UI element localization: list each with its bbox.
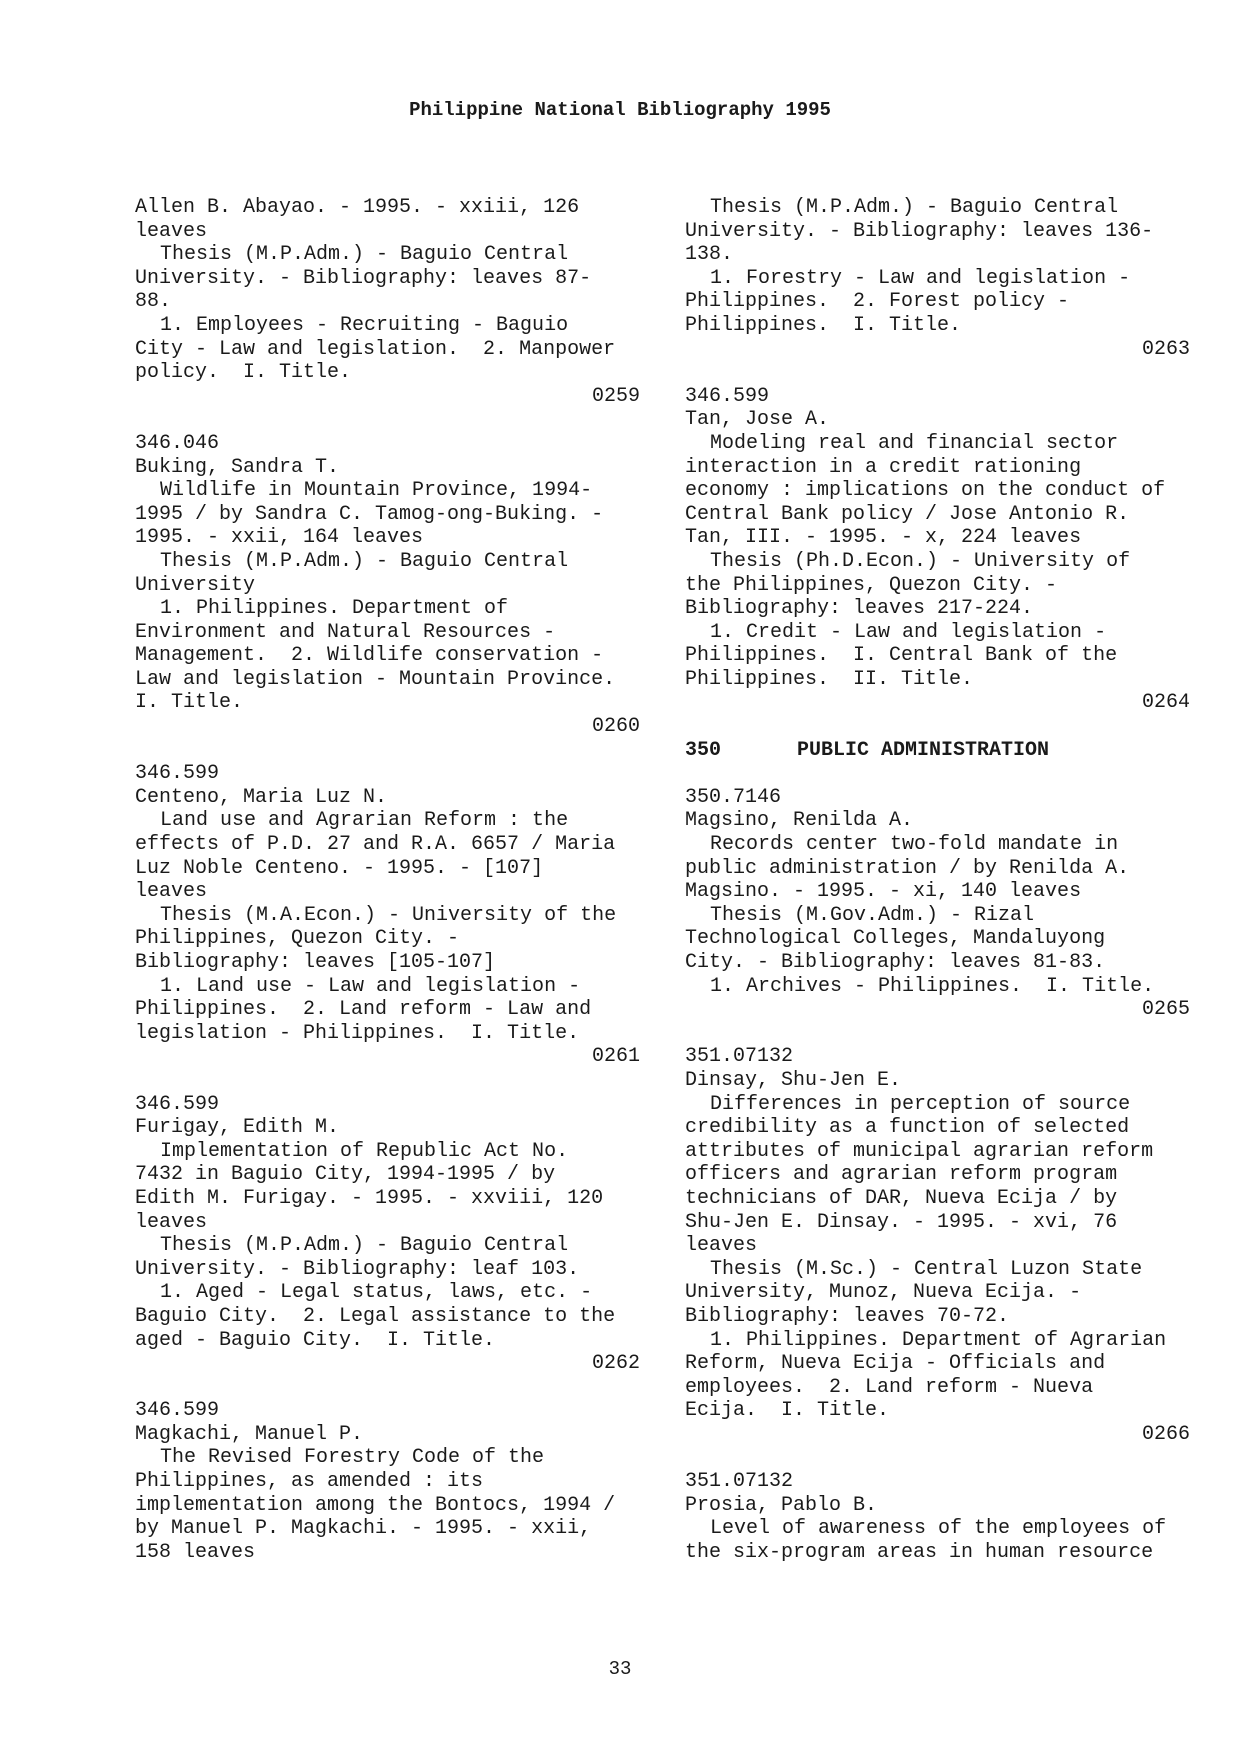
entry-line: Bibliography: leaves [105-107] [135,951,496,974]
page-number: 33 [608,1658,632,1680]
entry-line: attributes of municipal agrarian reform [685,1139,1154,1163]
entry-line: University, Munoz, Nueva Ecija. - [685,1281,1082,1305]
entry-line: Magkachi, Manuel P. [135,1422,364,1446]
entry-line: Magsino, Renilda A. [685,809,914,833]
entry-line: 1. Aged - Legal status, laws, etc. - [160,1281,593,1305]
entry-line: Thesis (M.A.Econ.) - University of the [160,903,617,927]
entry-line: credibility as a function of selected [685,1116,1130,1140]
entry-line: public administration / by Renilda A. [685,856,1130,880]
bibliography-entry [685,385,1190,715]
entry-line: Environment and Natural Resources - [135,620,556,644]
entry-line: 158 leaves [135,1540,256,1564]
spacer [685,715,1190,739]
entry-line: 88. [135,290,172,314]
entry-line: Philippines. 2. Forest policy - [685,290,1070,314]
bibliography-entry [685,196,1190,361]
entry-line: Edith M. Furigay. - 1995. - xxviii, 120 [135,1186,604,1210]
entry-line: Magsino. - 1995. - xi, 140 leaves [685,880,1082,904]
entry-line: the six-program areas in human resource [685,1540,1154,1564]
entry-line: Philippines. II. Title. [685,667,974,691]
bibliography-entry [685,1045,1190,1446]
entry-line: Philippines, as amended : its [135,1470,484,1494]
entry-line: Baguio City. 2. Legal assistance to the [135,1304,616,1328]
entry-line: Level of awareness of the employees of [710,1517,1167,1541]
entry-line: Thesis (M.P.Adm.) - Baguio Central [710,196,1119,219]
entry-line: Philippines. 2. Land reform - Law and [135,998,592,1022]
entry-line: officers and agrarian reform program [685,1163,1118,1187]
entry-line: Furigay, Edith M. [135,1116,340,1140]
entry-line: Technological Colleges, Mandaluyong [685,927,1106,951]
entry-line: 346.599 [135,1399,220,1423]
entry-line: Dinsay, Shu-Jen E. [685,1068,902,1092]
entry-line: legislation - Philippines. I. Title. [135,1021,580,1045]
entry-number: 0259 [591,384,640,408]
spacer [135,1069,640,1093]
entry-line: Philippines. I. Title. [685,313,962,337]
entry-line: Prosia, Pablo B. [685,1493,878,1517]
entry-number: 0262 [591,1352,640,1376]
entry-line: 346.599 [685,384,770,408]
section-title: PUBLIC ADMINISTRATION [797,738,1050,762]
entry-line: Ecija. I. Title. [685,1399,890,1423]
entry-line: 351.07132 [685,1470,794,1494]
entry-line: Management. 2. Wildlife conservation - [135,644,604,668]
entry-line: aged - Baguio City. I. Title. [135,1328,496,1352]
entry-line: Land use and Agrarian Reform : the [160,809,569,833]
entry-line: Luz Noble Centeno. - 1995. - [107] [135,856,544,880]
entry-line: 1. Archives - Philippines. I. Title. [710,974,1155,998]
entry-number: 0260 [591,715,640,739]
entry-line: Wildlife in Mountain Province, 1994- [160,479,593,503]
spacer [685,762,1190,786]
entry-line: policy. I. Title. [135,361,352,385]
entry-line: leaves [135,219,208,243]
section-number: 350 [685,738,722,762]
entry-line: economy : implications on the conduct of [685,479,1166,503]
entry-line: Philippines. I. Central Bank of the [685,644,1118,668]
entry-line: 1995 / by Sandra C. Tamog-ong-Buking. - [135,502,604,526]
entry-line: University [135,573,256,597]
entry-line: leaves [685,1234,758,1258]
entry-line: Central Bank policy / Jose Antonio R. [685,502,1130,526]
entry-line: 138. [685,243,734,267]
entry-line: University. - Bibliography: leaves 87- [135,266,592,290]
entry-line: Thesis (Ph.D.Econ.) - University of [710,549,1131,573]
entry-line: The Revised Forestry Code of the [160,1446,545,1470]
entry-line: Bibliography: leaves 217-224. [685,597,1034,621]
entry-line: Records center two-fold mandate in [710,833,1119,857]
entry-line: University. - Bibliography: leaves 136- [685,219,1154,243]
entry-line: Implementation of Republic Act No. [160,1139,569,1163]
entry-line: Thesis (M.Gov.Adm.) - Rizal [710,903,1035,927]
entry-line: Modeling real and financial sector [710,431,1119,455]
entry-line: 346.599 [135,762,220,786]
entry-line: technicians of DAR, Nueva Ecija / by [685,1186,1118,1210]
entry-line: 346.599 [135,1092,220,1116]
entry-line: 7432 in Baguio City, 1994-1995 / by [135,1163,556,1187]
bibliography-entry [685,786,1190,1022]
entry-line: 1. Employees - Recruiting - Baguio [160,313,569,337]
entry-line: Differences in perception of source [710,1092,1131,1116]
left-column [135,196,640,1564]
entry-line: by Manuel P. Magkachi. - 1995. - xxii, [135,1517,592,1541]
entry-line: 346.046 [135,431,220,455]
entry-line: Thesis (M.Sc.) - Central Luzon State [710,1257,1143,1281]
page-header-title: Philippine National Bibliography 1995 [409,99,831,121]
bibliography-entry [135,196,640,408]
entry-line: Centeno, Maria Luz N. [135,785,388,809]
entry-line: 351.07132 [685,1045,794,1069]
spacer [135,408,640,432]
bibliography-entry [135,1093,640,1376]
bibliography-entry [135,1399,640,1564]
section-heading [685,739,1190,763]
entry-line: Thesis (M.P.Adm.) - Baguio Central [160,243,569,267]
entry-number: 0261 [591,1045,640,1069]
entry-line: 1. Philippines. Department of Agrarian [710,1328,1167,1352]
entry-line: Thesis (M.P.Adm.) - Baguio Central [160,549,569,573]
entry-number: 0264 [1141,691,1190,715]
entry-line: leaves [135,1210,208,1234]
bibliography-entry [135,762,640,1069]
entry-line: City. - Bibliography: leaves 81-83. [685,951,1106,974]
entry-number: 0265 [1141,998,1190,1022]
entry-number: 0266 [1141,1422,1190,1446]
entry-line: Allen B. Abayao. - 1995. - xxiii, 126 [135,196,580,219]
entry-line: 1. Land use - Law and legislation - [160,974,581,998]
entry-line: Thesis (M.P.Adm.) - Baguio Central [160,1234,569,1258]
entry-line: Tan, Jose A. [685,408,830,432]
entry-number: 0263 [1141,337,1190,361]
entry-line: 350.7146 [685,785,782,809]
spacer [135,1376,640,1400]
entry-line: leaves [135,880,208,904]
entry-line: City - Law and legislation. 2. Manpower [135,337,616,361]
spacer [685,361,1190,385]
entry-line: implementation among the Bontocs, 1994 / [135,1493,616,1517]
spacer [685,1022,1190,1046]
entry-line: employees. 2. Land reform - Nueva [685,1375,1094,1399]
right-column [685,196,1190,1564]
entry-line: 1. Philippines. Department of [160,597,509,621]
entry-line: 1995. - xxii, 164 leaves [135,526,424,550]
entry-line: Shu-Jen E. Dinsay. - 1995. - xvi, 76 [685,1210,1118,1234]
entry-line: Philippines, Quezon City. - [135,927,460,951]
spacer [135,739,640,763]
bibliography-entry [685,1470,1190,1564]
entry-line: interaction in a credit rationing [685,455,1082,479]
entry-line: University. - Bibliography: leaf 103. [135,1257,580,1281]
entry-line: Tan, III. - 1995. - x, 224 leaves [685,526,1082,550]
entry-line: Reform, Nueva Ecija - Officials and [685,1352,1106,1376]
entry-line: effects of P.D. 27 and R.A. 6657 / Maria [135,833,616,857]
entry-line: Buking, Sandra T. [135,455,340,479]
entry-line: 1. Forestry - Law and legislation - [710,266,1131,290]
entry-line: I. Title. [135,691,244,715]
entry-line: the Philippines, Quezon City. - [685,573,1058,597]
spacer [685,1446,1190,1470]
entry-line: Bibliography: leaves 70-72. [685,1304,1010,1328]
entry-line: 1. Credit - Law and legislation - [710,620,1107,644]
bibliography-entry [135,432,640,739]
entry-line: Law and legislation - Mountain Province. [135,667,616,691]
